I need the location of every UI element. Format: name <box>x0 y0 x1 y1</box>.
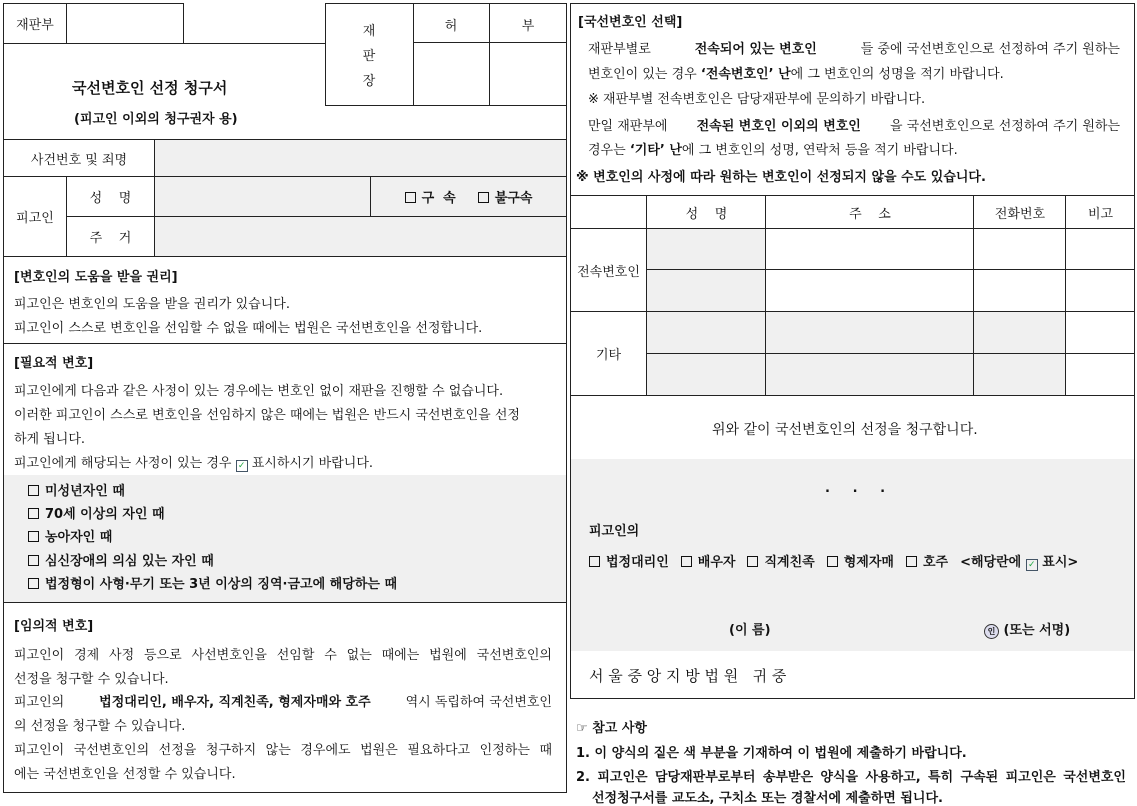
relation-checkbox[interactable]: 직계친족 <box>747 555 814 570</box>
other-remarks-cell[interactable] <box>1065 311 1135 354</box>
text-line: ※ 재판부별 전속변호인은 담당재판부에 문의하기 바랍니다. <box>588 92 926 107</box>
court-name: 서 울 중 앙 지 방 법 원 귀 중 <box>589 667 787 685</box>
exclusive-name-cell[interactable] <box>646 228 766 270</box>
other-phone-cell[interactable] <box>973 353 1066 396</box>
checked-box-icon: ✓ <box>236 460 248 472</box>
approve-label: 허 <box>413 3 490 43</box>
mandatory-item[interactable]: 농아자인 때 <box>28 526 112 545</box>
selection-warning: ※ 변호인의 사정에 따라 원하는 변호인이 선정되지 않을 수도 있습니다. <box>576 170 986 185</box>
exclusive-remarks-cell[interactable] <box>1065 269 1135 312</box>
detained-checkbox[interactable]: 구 속 <box>405 187 456 206</box>
text-line: 이러한 피고인이 스스로 변호인을 선임하지 않은 때에는 법원은 반드시 국선변호인을 선정 <box>14 408 520 423</box>
other-address-cell[interactable] <box>765 353 974 396</box>
other-remarks-cell[interactable] <box>1065 353 1135 396</box>
other-address-cell[interactable] <box>765 311 974 354</box>
defendant-label: 피고인 <box>3 176 67 257</box>
relation-options: 법정대리인 배우자 직계친족 형제자매 호주 <해당란에 ✓ 표시> <box>589 551 1078 571</box>
note-item: 1. 이 양식의 짙은 색 부분을 기재하여 이 법원에 제출하기 바랍니다. <box>576 746 967 761</box>
approve-stamp-cell[interactable] <box>413 42 490 106</box>
other-name-cell[interactable] <box>646 353 766 396</box>
mark-instruction: 피고인에게 해당되는 사정이 있는 경우 ✓ 표시하시기 바랍니다. <box>14 456 374 471</box>
row-label-other: 기타 <box>595 348 622 363</box>
other-name-cell[interactable] <box>646 311 766 354</box>
division-label: 재판부 <box>3 3 67 44</box>
case-input[interactable] <box>154 139 567 177</box>
notes-heading: ☞ 참고 사항 <box>576 721 647 736</box>
relation-checkbox[interactable]: 호주 <box>906 555 948 570</box>
address-label: 주 거 <box>66 216 155 257</box>
row-label-exclusive: 전속변호인 <box>577 264 640 280</box>
seal-icon: 인 <box>984 624 999 639</box>
right-to-counsel-heading: [변호인의 도움을 받을 권리] <box>14 270 178 285</box>
name-field-label: (이 름) <box>729 623 771 638</box>
mandatory-heading: [필요적 변호] <box>14 356 94 371</box>
reject-stamp-cell[interactable] <box>489 42 567 106</box>
pointing-hand-icon: ☞ <box>576 721 588 736</box>
detention-status <box>370 176 567 217</box>
text-line: 피고인이 경제 사정 등으로 사선변호인을 선임할 수 없는 때에는 법원에 국선변호인의 <box>14 648 552 663</box>
text-line: 피고인이 스스로 변호인을 선임할 수 없을 때에는 법원은 국선변호인을 선정합니다. <box>14 321 483 336</box>
relation-label: 피고인의 <box>589 524 640 539</box>
text-line: 변호인이 있는 경우 ‘전속변호인’ 난에 그 변호인의 성명을 적기 바랍니다. <box>588 67 1004 82</box>
seal-area[interactable]: 인 (또는 서명) <box>984 619 1070 639</box>
name-label: 성 명 <box>66 176 155 217</box>
relation-checkbox[interactable]: 배우자 <box>681 555 736 570</box>
text-line: 재판부별로 전속되어 있는 변호인 들 중에 국선변호인으로 선정하여 주기 원하는 <box>588 42 1120 57</box>
header-phone: 전화번호 <box>973 195 1066 229</box>
judge-label: 재 판 장 <box>325 3 414 106</box>
text-line: 피고인에게 다음과 같은 사정이 있는 경우에는 변호인 없이 재판을 진행할 수 없습니다. <box>14 384 504 399</box>
exclusive-address-cell[interactable] <box>765 228 974 270</box>
form-title: 국선변호인 선정 청구서 <box>72 79 228 97</box>
exclusive-name-cell[interactable] <box>646 269 766 312</box>
text-line: 만일 재판부에 전속된 변호인 이외의 변호인 을 국선변호인으로 선정하여 주기 원하는 <box>588 119 1120 134</box>
not-detained-checkbox[interactable]: 불구속 <box>478 187 533 206</box>
header-remarks: 비고 <box>1065 195 1135 229</box>
exclusive-address-cell[interactable] <box>765 269 974 312</box>
request-statement: 위와 같이 국선변호인의 선정을 청구합니다. <box>712 422 978 438</box>
text-line: 에는 국선변호인을 선정할 수 있습니다. <box>14 767 236 782</box>
text-line: 피고인이 국선변호인의 선정을 청구하지 않는 경우에도 법원은 필요하다고 인정하는 때 <box>14 743 552 758</box>
mandatory-item[interactable]: 법정형이 사형·무기 또는 3년 이상의 징역·금고에 해당하는 때 <box>28 573 397 592</box>
division-input[interactable] <box>66 3 184 44</box>
mandatory-item[interactable]: 70세 이상의 자인 때 <box>28 503 165 522</box>
text-line: 피고인은 변호인의 도움을 받을 권리가 있습니다. <box>14 297 290 312</box>
note-item: 2. 피고인은 담당재판부로부터 송부받은 양식을 사용하고, 특히 구속된 피고인은 국선변호인 <box>576 770 1126 785</box>
header-name: 성 명 <box>646 195 766 229</box>
optional-heading: [임의적 변호] <box>14 619 94 634</box>
mandatory-item[interactable]: 미성년자인 때 <box>28 480 125 499</box>
text-line: 경우는 ‘기타’ 난에 그 변호인의 성명, 연락처 등을 적기 바랍니다. <box>588 143 958 158</box>
note-item: 선정청구서를 교도소, 구치소 또는 경찰서에 제출하면 됩니다. <box>592 791 943 806</box>
text-line: 의 선정을 청구할 수 있습니다. <box>14 719 186 734</box>
other-phone-cell[interactable] <box>973 311 1066 354</box>
header-address: 주 소 <box>765 195 974 229</box>
text-line: 피고인의 법정대리인, 배우자, 직계친족, 형제자매와 호주 역시 독립하여 국선변호인 <box>14 695 552 710</box>
mandatory-item[interactable]: 심신장애의 의심 있는 자인 때 <box>28 550 214 569</box>
relation-checkbox[interactable]: 법정대리인 <box>589 555 669 570</box>
relation-checkbox[interactable]: 형제자매 <box>827 555 894 570</box>
form-subtitle: (피고인 이외의 청구권자 용) <box>74 112 238 127</box>
defendant-name-input[interactable] <box>154 176 371 217</box>
case-label: 사건번호 및 죄명 <box>3 139 155 177</box>
checked-box-icon: ✓ <box>1026 559 1038 571</box>
defendant-address-input[interactable] <box>154 216 567 257</box>
selection-heading: [국선변호인 선택] <box>578 15 683 30</box>
exclusive-phone-cell[interactable] <box>973 228 1066 270</box>
text-line: 선정을 청구할 수 있습니다. <box>14 672 169 687</box>
date-field[interactable]: . . . <box>825 481 886 496</box>
text-line: 하게 됩니다. <box>14 432 86 447</box>
exclusive-remarks-cell[interactable] <box>1065 228 1135 270</box>
reject-label: 부 <box>489 3 567 43</box>
exclusive-phone-cell[interactable] <box>973 269 1066 312</box>
